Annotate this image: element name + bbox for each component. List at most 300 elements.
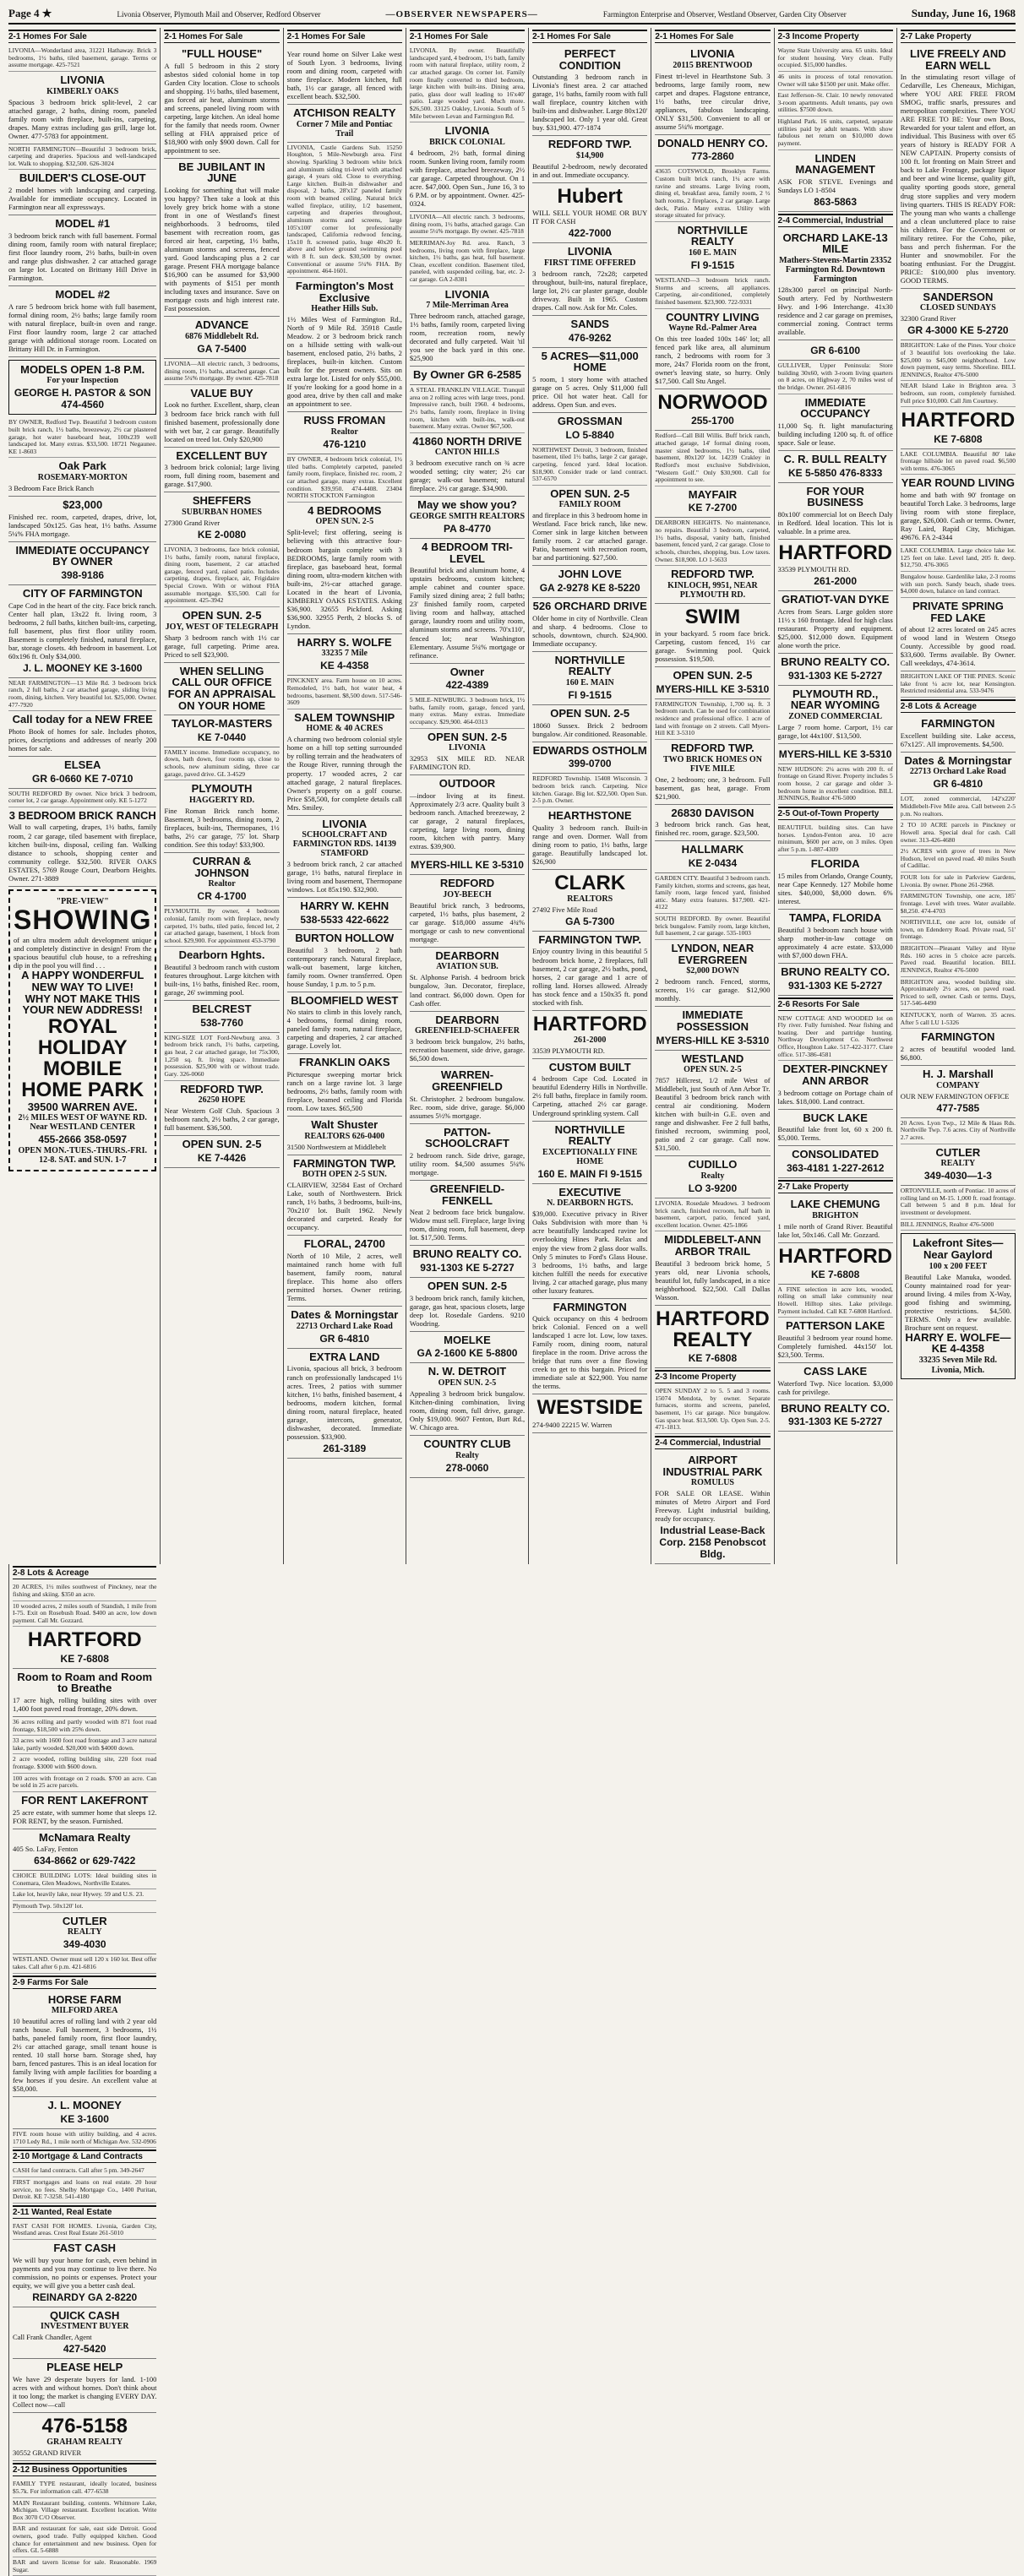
ad-headline: ADVANCE [194, 318, 249, 332]
ad-phone: LO 5-8840 [565, 428, 614, 441]
ad-headline: WESTSIDE [537, 1396, 643, 1420]
classified-ad [532, 807, 647, 870]
classified-ad [410, 729, 525, 776]
classified-ad [901, 1066, 1016, 1118]
ad-headline: EXECUTIVE [558, 1185, 622, 1198]
classified-ad [778, 591, 893, 654]
ad-body: Quick occupancy on this 4 bedroom brick Colonial. Fenced on a well landscaped 1 acre lot. Low, low taxes. Family room, dining room, natural fireplace in the room. Drive across the bridge that runs over a fine flowing creek to get to this bargain. Priced for immediate sale at $22,900. You name the terms. [532, 1314, 648, 1391]
ad-body: 11,000 Sq. ft. light manufacturing building including 1200 sq. ft. of office space. Sale or lease. [777, 421, 893, 447]
column-3 [283, 28, 402, 1564]
classified-listing: NEAR Island Lake in Brighton area. 3 bedroom, sun room, completely furnished. Full price $10,000. Call Jim Courtney. [901, 381, 1016, 407]
section-heading: 2-11 Wanted, Real Estate [13, 2205, 156, 2219]
section-heading: 2-10 Mortgage & Land Contracts [13, 2149, 156, 2163]
ad-body: Livonia, spacious all brick, 3 bedroom ranch on professionally landscaped 1½ acres. Trees, 2 patios with summer kitchen, 1½ baths, finished basement, 4 bedrooms, modern kitchen, formal dining room, natural fireplace, heated garage, intercom, generator, dishwasher, decorated. Immediate possession. $33,900. [286, 1364, 402, 1441]
ad-headline: COUNTRY LIVING [666, 310, 760, 323]
ad-headline: FARMINGTON TWP. [292, 1156, 396, 1170]
classified-ad [287, 1349, 402, 1459]
classified-listing: 20 Acres. Lyon Twp., 12 Mile & Haas Rds. Northville Twp. 7.6 acres. City of Northville 2.7 acres. [901, 1118, 1016, 1144]
classified-ad [532, 652, 647, 705]
classified-ad [532, 486, 647, 567]
ad-phone: 427-5420 [63, 2343, 106, 2356]
ad-subhead: GREENFIELD-SCHAEFER [415, 1026, 520, 1036]
ad-phone: MYERS-HILL KE 3-5310 [411, 859, 524, 872]
classified-listing: 5 MILE–NEWBURG. 3 bedroom brick, 1½ baths, family room, garage, fenced yard, many extras. Many extras. Immediate occupancy. $29,900. 464-0313 [410, 695, 525, 729]
ad-subhead: HOME & 40 ACRES [306, 724, 384, 734]
ad-body: 3 bedroom brick ranch with full basement. Formal dining room, family room with natural fireplace; first floor laundry room, 2½ baths, built-in oven and range plus dishwasher. 2 car attached garage on large lot. Located on Brittany Hill Drive in Farmington. [8, 231, 157, 282]
classified-listing: Plymouth Twp. 50x120' lot. [13, 1901, 156, 1913]
ad-body: Waterford Twp. Nice location. $3,000 cash for privilege. [777, 1378, 893, 1396]
park-hours: OPEN MON.-TUES.-THURS.-FRI. 12-8. SAT. and SUN. 1-7 [18, 1146, 147, 1166]
classified-ad [410, 286, 525, 367]
ad-phone: 476-9262 [568, 331, 612, 344]
classified-ad [532, 46, 647, 136]
classified-ad [410, 1181, 525, 1246]
ad-headline: Owner [449, 665, 485, 678]
ad-body: North of 10 Mile, 2 acres, well maintained ranch home with full basement, family room, natural fireplace. This home also offers permitted horses. Owner retiring. Terms. [286, 1252, 402, 1303]
classified-ad [410, 497, 525, 539]
classified-ad [8, 72, 156, 144]
ad-body: Beautiful 3 bedroom ranch house with sharp mother-in-law cottage on approximately 4 acre estate. $33,000 with $7,000 down FHA. [777, 925, 893, 959]
classified-ad [287, 930, 402, 992]
classified-ad [410, 855, 525, 875]
ad-body: 80x100' commercial lot on Beech Daly in Redford. Ideal location. This lot is valuable. In a prime area. [777, 509, 893, 535]
ad-phone: 422-7000 [568, 227, 612, 240]
ad-phone: 278-0060 [445, 1461, 489, 1474]
classified-ad [287, 46, 402, 105]
ad-headline: TAYLOR-MASTERS [171, 717, 273, 731]
ad-headline: GRATIOT-VAN DYKE [781, 593, 890, 606]
classified-ad [13, 1627, 156, 1668]
classified-ad [655, 309, 770, 390]
ad-headline: $23,000 [63, 498, 103, 512]
classified-ad [410, 1363, 525, 1436]
classified-ad [410, 1067, 525, 1123]
ad-headline: Room to Roam and Room to Breathe [17, 1670, 153, 1695]
classified-ad [655, 46, 770, 135]
ad-phone: GR 4-3000 KE 5-2720 [907, 324, 1009, 337]
ad-body: 3 bedroom cottage on Portage chain of lakes. $18,000. Land contract. [777, 1088, 893, 1106]
ad-subhead: Heather Hills Sub. [311, 304, 379, 314]
ad-phone: 255-1700 [691, 415, 734, 427]
ad-body: in your backyard. 5 room face brick. Carpeting, custom fenced, 1½ car garage. Swimming pool. Quick possession. $19,500. [655, 629, 771, 664]
ad-subhead: $14,900 [575, 151, 604, 161]
ad-phone: 773-2860 [691, 150, 734, 163]
classified-ad [778, 394, 893, 451]
ad-headline: DONALD HENRY CO. [657, 136, 768, 149]
classified-listing: 43635 COTSWOLD, Brooklyn Farms. Custom built brick ranch, 1¼ acre with ravine and streams. Large living room, dining el, breakfast area, family room, 2 ½ bath rooms, 2 fireplaces, 2 car garage. Large deck, Patio. Many extras. Utility with storage situated for privacy. [655, 166, 770, 221]
ad-body: 1½ Miles West of Farmington Rd., North of 9 Mile Rd. 35918 Castle Meadow. 2 or 3 bedroom brick ranch on a hillside setting with walk-out basement, enclosed patio, 2½ baths, 2 fireplaces, built-in kitchen. Custom built for the present owners. Sits on extra large lot. Listed for only $55,000. If you're looking for a good home in a good area, drive by then call and make an appointment to see. [286, 315, 402, 409]
classified-ad [410, 433, 525, 497]
classified-listing: 2½ ACRES with grove of trees in New Hudson, level on paved road. 40 miles South of Cadillac. [901, 846, 1016, 872]
classified-ad [778, 1400, 893, 1432]
preview-tagline: A HAPPY WONDERFUL NEW WAY TO LIVE! [21, 969, 144, 993]
ad-headline: Call today for a NEW FREE [12, 713, 153, 726]
ad-body: and fireplace in this 3 bedroom home in Westland. Face brick ranch, like new. Corner sink in large kitchen between family room. 2 car attached garage. Patio, basement with recreation room, bar and partitioning. $27,500. [532, 511, 648, 562]
classified-listing: SOUTH REDFORD. By owner. Beautiful brick bungalow. Family room, large kitchen, full basement, 2 car garage. 535-1003 [655, 914, 770, 940]
ad-headline: BURTON HOLLOW [295, 931, 395, 944]
classified-listing: NORTH FARMINGTON—Beautiful 3 bedroom brick, carpeting and draperies. Spacious and well-landscaped lot. Walk to shopping. $32,500. 626-3024 [8, 144, 156, 171]
classified-ad [410, 1332, 525, 1364]
classified-listing: LIVONIA. Rosedale Meadows. 3 bedroom brick ranch, finished recroom, half bath in basement, carport, patio, fenced yard, excellent location. Owner. 425-1866 [655, 1198, 770, 1232]
ad-body: 17 acre high, rolling building sites with over 1,400 foot paved road frontage, 20% down. [13, 1695, 157, 1713]
classified-ad [164, 46, 279, 159]
ad-body: Finest tri-level in Hearthstone Sub. 3 bedrooms, large family room, new carpet and drapes. Flagstone entrance, 1½ baths, tree circular drive, appliances, fabulous landscaping. ONLY $31,500. Convenient to all or assume 5¼% mortgage. [655, 71, 771, 131]
classified-ad [164, 317, 279, 359]
ad-phone: KE 7-6808 [810, 1268, 860, 1280]
ad-phone: KE 7-4426 [197, 1151, 247, 1164]
classified-ad [164, 663, 279, 716]
ad-subhead: JOY, WEST OF TELEGRAPH [165, 622, 279, 632]
classified-ad [655, 805, 770, 842]
ad-phone: 261-2000 [814, 575, 858, 588]
ad-headline: AIRPORT INDUSTRIAL PARK [662, 1453, 763, 1478]
ad-body: In the stimulating resort village of Cedarville, Les Cheneaux, Michigan, where YOU ARE FREE FROM SMOG, traffic snarls, pressures and metropolitan complexities. There YOU ARE FREE TO BE: Your own Boss, Rewarded for your talent and effort, an individual. This Business with over 65 years of history is READY FOR A NEW CAPTAIN. Property consists of 100 ft. lot fronting on Main Street and back to Lake Frontage, package liquor and beer and wine license, quality gift, quality sporting goods store, general drug store supplies and very modern living quarters. THIS IS READY FOR: The young man who wants a challenge and a clean uncluttered place to raise his children. For the Government or military retiree. For the Coho, pike, bass and perch fisherman. For the Hunter and snowmobiler. For the boating enthusiast. For the Druggist. PRICE: $100,000 plus inventory. GOOD TERMS. [900, 73, 1016, 285]
ad-headline: 41860 NORTH DRIVE [412, 434, 522, 448]
ad-subhead: Mathers-Stevens-Martin 23352 Farmington Rd. Downtown Farmington [779, 256, 892, 285]
classified-listing: FIRST mortgages and loans on real estate. 20 hour service, no fees. Shelby Mortgage Co., 1400 Puritan, Detroit. KE 7-3258. 541-4180 [13, 2177, 156, 2204]
ad-subhead: REALTY [67, 1927, 102, 1937]
classified-ad [901, 753, 1016, 795]
ad-subhead: AVIATION SUB. [436, 962, 498, 972]
ad-phone: KE 7-2700 [688, 502, 738, 514]
ad-body: Beautiful brick and aluminum home, 4 upstairs bedrooms, custom kitchen; ample cabinet and counter space. Family sized dining area; 2 full baths; 23' finished family room, carpeted living room and hallway, attached garage, laundry room and utility room, aluminum storms and screens. 70'x110', fenced lot; near Washington Elementary. Assume 5¼% mortgage or refinance. [409, 566, 526, 660]
ad-headline: NORWOOD [657, 391, 768, 415]
ad-body: Older home in city of Northville. Clean and sharp. 4 bedrooms. Close to schools, downtown, church. $24,900. Immediate occupancy. [532, 613, 648, 648]
classified-listing: BY OWNER, 4 bedroom brick colonial, 1½ tiled baths. Completely carpeted, paneled family room, fireplace, finished rec. room, 2 car attached garage, many extras. Excellent condition. $39,950. 474-4408. 23404 NORTH STOCKTON Farmington [287, 454, 402, 503]
ad-headline: CITY OF FARMINGTON [22, 587, 143, 601]
ad-body: 2 bedroom ranch. Fenced, storms, screens, 1½ car garage. $12,900 monthly. [655, 977, 771, 1003]
ad-body: Beautiful 3 bedroom, 2 bath contemporary ranch. Natural fireplace, walk-out basement, large kitchen, family room. Owner transferred. Open house Sunday, 1 p.m. to 5 p.m. [286, 945, 402, 988]
ad-phone: GR 6-6100 [810, 345, 860, 357]
classified-ad [778, 1110, 893, 1147]
ad-headline: HORSE FARM [47, 1992, 122, 2006]
classified-ad [164, 853, 279, 906]
ad-headline: HARRY W. KEHN [300, 899, 389, 913]
classified-ad [13, 2240, 156, 2307]
classified-ad [778, 451, 893, 483]
classified-ad [778, 910, 893, 964]
ad-phone: KE 7-6808 [934, 432, 983, 445]
ad-phone: LO 3-9200 [688, 1182, 738, 1194]
classified-ad [532, 598, 647, 652]
classified-listing: GARDEN CITY. Beautiful 3 bedroom ranch. Family kitchen, storms and screens, gas heat, family room, large fenced yard, finished attic. Many extra features. $17,900. 421-4122 [655, 873, 770, 914]
ad-headline: OPEN SUN. 2-5 [182, 608, 262, 622]
page-number: Page 4 ★ [8, 7, 52, 19]
ad-body: 33539 PLYMOUTH RD. [777, 565, 851, 574]
classified-ad [778, 230, 893, 340]
classified-ad [532, 136, 647, 183]
classified-listing: 36 acres rolling and partly wooded with 871 foot road frontage, $18,500 with 25% down. [13, 1717, 156, 1736]
ad-phone: 160 E. MAIN FI 9-1515 [537, 1167, 642, 1180]
ad-body: We will buy your home for cash, even behind in payments and you may continue to live there. No commission, no points or expenses. Protect your equity, we will give you a better cash deal. [13, 2255, 157, 2290]
ad-headline: YEAR ROUND LIVING [901, 476, 1016, 490]
ad-headline: PRIVATE SPRING FED LAKE [912, 599, 1004, 624]
ad-body: 3 bedroom ranch, 72x28; carpeted throughout, built-ins, natural fireplace, large lot, 2½ car plaster garage, double driveway. Built in 1965. Custom drapes. Call now. Ask for Mr. Coles. [532, 269, 648, 312]
classified-ad [532, 742, 647, 774]
ad-phone: GA 5-7300 [565, 915, 615, 927]
section-heading: 2-5 Out-of-Town Property [778, 807, 893, 820]
ad-body: 25 acre estate, with summer home that sleeps 12. FOR RENT, by the season. Furnished. [13, 1807, 157, 1825]
classified-listing: SOUTH REDFORD By owner. Nice brick 3 bedroom, corner lot, 2 car garage. Appointment only. KE 5-1272 [8, 789, 156, 807]
gaylord-body: Beautiful Lake Manuka, wooded. County maintained road for year-around living. 4 miles from X-Way, good fishing and swimming, protective restrictions. $4,500. TERMS. Only a few available. Brochure sent on request. [904, 1272, 1011, 1332]
ad-headline: May we show you? [417, 498, 517, 512]
ad-headline: MIDDLEBELT-ANN ARBOR TRAIL [664, 1233, 761, 1258]
park-name: ROYAL HOLIDAY MOBILE HOME PARK [21, 1014, 144, 1102]
ad-headline: LIVE FREELY AND EARN WELL [910, 47, 1006, 72]
classified-listing: LIVONIA, 3 bedrooms, face brick colonial, 1½ baths, family room, natural fireplace, dining room, basement, 2 car attached garage, fenced yard, raised patio. Includes carpeting, drapes, fireplace, air, Frigidaire Special Crown. With or without FHA assumable mortgage. $35,500. Call for appointment. 425-3942 [164, 545, 279, 607]
ad-body: Looking for something that will make you happy? Then take a look at this lovely grey brick home with a stone front in one of Westland's finest neighborhoods. 3 bedrooms, tiled basement with recreation room, gas forced air heat, carpeting, 1½ baths, aluminum storms and screens, fenced yard. Good landscaping plus a 2 car garage. Present FHA mortgage balance $16,900 can be assumed for $3,900 with payments of $151 per month including taxes and insurance. Save on mortgage costs and high interest rate. Fast possession. [164, 186, 280, 313]
ad-headline: PATTERSON LAKE [786, 1319, 885, 1333]
classified-ad [655, 841, 770, 873]
classified-listing: 2 acre wooded, rolling building site, 220 foot road frontage. $3000 with $600 down. [13, 1754, 156, 1773]
ad-body: Quality 3 bedroom ranch. Built-in range and oven. Dormer. Wall from dining room to patio, 1½ baths, large garage. Beautifully landscaped lot. $26,900 [532, 823, 648, 866]
classified-listing: 46 units in process of total renovation. Owner will take $1500 per unit. Make offer. [778, 72, 893, 90]
classified-ad [8, 711, 156, 757]
ad-body: Beautiful 2-bedroom, newly decorated in and out. Immediate occupancy. [532, 162, 648, 180]
ad-body: Neat 2 bedroom face brick bungalow. Widow must sell. Fireplace, large living room, dining room, full basement, deep lot. $17,500. Terms. [409, 1208, 526, 1242]
ad-headline: Farmington's Most Exclusive [295, 279, 394, 304]
classified-ad [410, 367, 525, 385]
classified-ad [8, 542, 156, 585]
classified-listing: KENTUCKY, north of Warren. 35 acres. After 5 call LU 1-5326 [901, 1010, 1016, 1029]
ad-subhead: CLOSED SUNDAYS [919, 303, 996, 313]
ad-subhead: Realtor [330, 427, 358, 437]
ad-body: of about 12 acres located on 245 acres of wood land in Western Otsego County. Accessible by good road. $33,600. Terms available. By Owner. Call weekdays, 474-3614. [900, 625, 1016, 668]
classified-ad [410, 875, 525, 948]
classified-ad [655, 1231, 770, 1305]
classified-ad [532, 348, 647, 413]
ad-subhead: Realty [455, 1450, 479, 1460]
classified-ad [164, 159, 279, 318]
ad-subhead: 6876 Middlebelt Rd. [185, 331, 259, 341]
classified-ad [410, 664, 525, 696]
ad-body: Split-level; first offering, seeing is believing with this attractive four-bedroom bargain complete with 3 BEDROOMS, large family room with fireplace, gas baseboard heat, formal dining room, ultra-modern kitchen with built-ins, 2½-car attached garage. Located in the heart of Livonia, KIMBERLY OAKS ESTATES. Asking $36,900. 32655 Pickford. Asking $36,900. 32955 Perth, 2 blocks S. of Lyndon. [286, 528, 402, 630]
ad-phone: KE 4-4358 [320, 660, 369, 672]
classified-ad [901, 289, 1016, 341]
classified-ad [532, 705, 647, 742]
ad-headline: OPEN SUN. 2-5 [428, 730, 507, 743]
ad-body: 3 bedroom brick ranch, 2 car attached garage, 1½ baths, natural fireplace in living room and basement, Thermopane windows. Lot 85x190. $32,900. [286, 860, 402, 894]
column-9 [8, 1564, 156, 2576]
ad-subhead: OPEN SUN. 2-5 [684, 1065, 742, 1075]
classified-ad [287, 503, 402, 634]
ad-headline: FLORIDA [810, 857, 860, 871]
ad-phone: GA 7-5400 [197, 342, 247, 355]
classified-listing: 2 TO 10 ACRE parcels in Pinckney or Howell area. Special deal for cash. Call owner. 313-426-4680 [901, 820, 1016, 846]
section-heading: 2-8 Lots & Acreage [13, 1566, 156, 1579]
ad-headline: FARMINGTON [921, 1030, 995, 1044]
ad-body: Excellent building site. Lake access, 67x125'. All improvements. $4,500. [900, 731, 1016, 748]
ad-phone: PA 8-4770 [443, 523, 491, 535]
ad-phone: MYERS-HILL KE 3-5310 [778, 747, 892, 760]
ad-body: 3 bedroom brick ranch, family kitchen, garage, gas heat, spacious closets, large deep lot. Rosedale Gardens. 9210 Woodring. [409, 1293, 526, 1328]
classified-ad [655, 1007, 770, 1050]
ad-headline: C. R. BULL REALTY [783, 453, 887, 466]
ad-headline: HARTFORD REALTY [656, 1307, 770, 1351]
ad-subhead: HAGGERTY RD. [189, 795, 255, 805]
ad-headline: OPEN SUN. 2-5 [550, 707, 630, 720]
ad-body: 27492 Five Mile Road [532, 905, 597, 914]
classified-ad [778, 744, 893, 764]
ad-headline: WARREN-GREENFIELD [432, 1068, 503, 1093]
ad-body: On this tree loaded 100x 146' lot; all fenced park like area, all aluminum ranch, 2 bedrooms with room for 3 more, 24x7 Florida room on the front, owner's leaving state, so hurry. Only $17,500. Call Stu Angel. [655, 334, 771, 386]
ad-body: 2 model homes with landscaping and carpeting. Available for immediate occupancy. Located in Farmington near all expressways. [8, 186, 157, 212]
ad-headline: SWIM [684, 605, 741, 628]
ad-subhead: 261-2000 [574, 1035, 607, 1045]
ad-phone: REINARDY GA 2-8220 [32, 2291, 138, 2303]
ad-headline: FARMINGTON TWP. [538, 932, 641, 946]
park-phones: 455-2666 358-0597 [38, 1133, 128, 1146]
column-2 [160, 28, 279, 1564]
ad-subhead: OPEN SUN. 2-5 [438, 1378, 497, 1388]
ad-headline: NORTHVILLE REALTY [677, 223, 748, 248]
ad-phone: 261-3189 [323, 1442, 367, 1454]
gaylord-agent: HARRY E. WOLFE—KE 4-4358 [905, 1330, 1011, 1356]
ad-subhead: 160 E. MAIN [688, 248, 737, 258]
ad-headline: REDFORD TWP. [180, 1082, 264, 1095]
ad-headline: DEXTER-PINCKNEY ANN ARBOR [782, 1062, 888, 1087]
ad-subhead: INVESTMENT BUYER [40, 2322, 129, 2332]
ad-body: 3 bedroom executive ranch on ¾ acre wooded setting; city water; 2½ car garage; walk-out basement; natural fireplace. 2½ car garage. $34,900. [409, 459, 526, 493]
ad-headline: MAYFAIR [688, 487, 738, 501]
section-heading: 2-4 Commercial, Industrial [778, 214, 893, 227]
ad-body: $39,000. Executive privacy in River Oaks Subdivision with more than ¼ acre beautifully landscaped ravine lot overlooking Hines Park. Relax and enjoy the view from 2 glass door walls. Only 5 minutes to Ford's Glass House. 3 bedrooms, 1½ baths, and large kitchen fulfill the needs for executive living. 2 car attached garage, plus many other luxury features. [532, 1209, 648, 1295]
ad-headline: 5 ACRES—$11,000 HOME [541, 349, 639, 374]
ad-body: Beautiful 3 bedroom ranch with custom features throughout. Large kitchen with built-ins, 1½ baths, finished Rec. room, garage, 26' swimming pool. [164, 963, 280, 997]
ad-body: 32953 SIX MILE RD. NEAR FARMINGTON RD. [409, 754, 526, 772]
classified-listing: BY OWNER, Redford Twp. Beautiful 3 bedroom custom built brick ranch, 1½ baths, breezeway, 2½ car plastered garage, hot water baseboard heat, 100x239 well landscaped lot. Many extras. $33,500. 18721 Negaunee. KE 1-8603 [8, 417, 156, 458]
classified-ad [13, 1792, 156, 1829]
ad-headline: EDWARDS OSTHOLM [532, 743, 647, 757]
classified-ad [287, 1236, 402, 1307]
classified-ad [8, 360, 156, 416]
classified-listing: FIVE room house with utility building, and 4 acres. 1710 Ledy Rd., 1 mile north of Michigan Ave. 532-0906 [13, 2129, 156, 2148]
classified-ad [778, 1061, 893, 1109]
ad-phone: 398-9186 [61, 569, 105, 582]
classified-ad [655, 566, 770, 604]
ad-headline: 26830 DAVISON [671, 806, 754, 819]
classified-ad [901, 46, 1016, 289]
classified-listing: CASH for land contracts. Call after 5 pm. 349-2647 [13, 2166, 156, 2177]
ad-headline: FRANKLIN OAKS [298, 1056, 390, 1069]
classified-ad [778, 686, 893, 744]
ad-headline: Oak Park [58, 459, 106, 473]
classified-ad [778, 1196, 893, 1243]
ad-headline: BRUNO REALTY CO. [781, 965, 891, 978]
ad-headline: IMMEDIATE POSSESSION [676, 1008, 749, 1033]
classified-listing: A FINE selection in acre lots, wooded, rolling on small lake community near Howell. Hilltop sites. Lake privilege. Payment included. Call KE 7-6808 Hartford. [778, 1285, 893, 1318]
ad-subhead: OPEN SUN. 2-5 [315, 517, 374, 527]
classified-listing: BRIGHTON: Lake of the Pines. Your choice of 3 beautiful lots overlooking the lake. $25,000 to $45,000 neighborhood. Low down payment, easy terms. Shoreline. BILL JENNINGS, Realtor 476-5000 [901, 340, 1016, 381]
classified-listing: MERRIMAN-Joy Rd. area. Ranch, 3 bedrooms, living room with fireplace, large kitchen, 1½ baths, gas heat, full basement. Clean, excellent condition. Basement tiled, paneled, with suspended ceiling, bar, etc. 2-car garage. GA 2-8381 [410, 238, 525, 286]
classified-ad [655, 1306, 770, 1368]
classified-ad [8, 458, 156, 497]
ad-subhead: FAMILY ROOM [558, 500, 621, 510]
classified-ad [287, 992, 402, 1055]
ad-body: 10 beautiful acres of rolling land with 2 year old ranch house. Full basement, 3 bedrooms, 1½ baths, paneled family room, first floor laundry, 2½ car attached garage, small tenant house is rented. 10 stall horse barn. Storage shed, hay barn, fenced pastures. This is an ideal location for family living with ample facilities for boarding a few horses if you desire. An excellent value at $58,000. [13, 2017, 157, 2094]
classified-ad [8, 215, 156, 286]
ad-subhead: CANTON HILLS [434, 448, 500, 458]
classified-listing: LIVONIA—All electric ranch, 3 bedrooms, dining room, 1½ baths, attached garage. Can assume 5¼% mortgage. By owner. 425-7818 [164, 359, 279, 385]
classified-ad [655, 740, 770, 805]
ad-headline: HARTFORD [901, 409, 1016, 432]
classified-ad [287, 278, 402, 412]
ad-body: CLAIRVIEW, 32584 East of Orchard Lake, south of Northwestern. Brick ranch, 1½ baths, 3 bedrooms, built-ins, 70x210' lot. Built 1962. Newly decorated and carpeted. Ready for occupancy. [286, 1181, 402, 1232]
classified-ad [901, 1144, 1016, 1187]
ad-subhead: 7 Mile-Merriman Area [426, 301, 509, 311]
classified-ad [287, 1307, 402, 1349]
ad-phone: GA 2-9278 KE 8-5220 [539, 582, 640, 595]
classified-listing: Lake lot, heavily lake, near Hywey. 59 and U.S. 23. [13, 1889, 156, 1901]
ad-body: 7857 Hillcrest, 1/2 mile West of Middlebelt, just South of Ann Arbor Tr. Beautiful 3 bedroom brick ranch with central air conditioning. Modern kitchen with built-in G.E. oven and range and dishwasher. Fee 2 full baths, finished recroom, swimming pool, patio and 2 car garage. Call now. $31,500. [655, 1076, 771, 1153]
ad-headline: Hubert [557, 185, 623, 209]
classified-ad [655, 135, 770, 167]
classified-ad [901, 1029, 1016, 1066]
ad-headline: LAKE CHEMUNG [790, 1197, 880, 1210]
ad-body: 30552 GRAND RIVER [13, 2448, 82, 2458]
classified-ad [164, 947, 279, 1001]
classified-listing: WESTLAND. Owner must sell 120 x 160 lot. Best offer takes. Call after 6 p.m. 421-6816 [13, 1954, 156, 1973]
column-4 [406, 28, 525, 1564]
ad-body: 3 bedroom brick ranch. Gas heat, finished rec. room, garage. $23,500. [655, 820, 771, 838]
ad-body: 128x300 parcel on principal North-South artery. Fed by Northwestern Hwy. and I-96 Interchange. 41x30 residence and 2 car garage on premises, commercial zoning. Contract terms available. [777, 285, 893, 337]
classified-ad [778, 150, 893, 212]
ad-headline: DEARBORN [435, 948, 499, 962]
ad-body: OUR NEW FARMINGTON OFFICE [900, 1091, 1010, 1101]
ad-body: 27300 Grand River [164, 518, 221, 527]
column-1 [8, 28, 156, 1564]
ad-body: 274-9400 22215 W. Warren [532, 1420, 613, 1429]
ad-body: 2 acres of beautiful wooded land. $6,800. [900, 1044, 1016, 1062]
ad-headline: IMMEDIATE OCCUPANCY [800, 395, 871, 421]
classified-ad [13, 1829, 156, 1872]
classified-ad [8, 807, 156, 887]
ad-body: Call Frank Chandler, Agent [13, 2333, 92, 2342]
ad-phone: GR 6-4810 [933, 778, 983, 791]
ad-body: Spacious 3 bedroom brick split-level, 2 car attached garage, 2 baths, dining room, paneled family room with fireplace, built-ins, carpeting, drapes. Many extras including gas grill, large lot. Owner. 477-5783 for appointment. [8, 97, 157, 140]
ad-body: 5 room, 1 story home with attached garage on 5 acres. Only $11,000 full price. Oil hot water heat. Call for address. Open Sun. and eves. [532, 374, 648, 409]
ad-subhead: Realty [700, 1171, 725, 1181]
ad-body: Look no further. Excellent, sharp, clean 3 bedroom face brick ranch with full finished basement, professionally done with wet bar, 2 car garage. Beautifully located on treed lot. Only $20,900 [164, 400, 280, 443]
ad-headline: CUTLER [62, 1914, 107, 1927]
ad-headline: McNamara Realty [39, 1830, 131, 1844]
classified-ad [778, 1363, 893, 1400]
ad-body: WILL SELL YOUR HOME OR BUY IT FOR CASH [532, 209, 648, 226]
ad-headline: LIVONIA [690, 47, 735, 60]
ad-body: 33539 PLYMOUTH RD. [532, 1046, 605, 1055]
ad-body: Acres from Sears. Large golden store 11½ x 160 frontage. Ideal for high class restaurant. Property and equipment. $25,000. $12,000 down. Equipment alone worth the price. [777, 606, 893, 649]
ad-headline: REDFORD TWP. [547, 138, 632, 151]
ad-phone: MYERS-HILL KE 3-5310 [656, 1034, 770, 1046]
ad-body: Cape Cod in the heart of the city. Face brick ranch. Center hall plan, 13x22 ft. living room, 3 bedrooms, 2 full baths, kitchen built-ins, carpeting, full basement, plus first floor utility room. Basement is completely finished, natural fireplace, bar, storage closets. 4th bedroom in basement. Lot 60x196 ft. Only $34,000. [8, 601, 157, 660]
classified-ad [164, 715, 279, 747]
classified-ad [532, 243, 647, 316]
ad-body: 18060 Sussex. Brick 2 bedroom bungalow. Air conditioned. Reasonable. [532, 720, 648, 738]
ad-subhead: JOY-BEECH [443, 889, 492, 899]
ad-headline: FAST CASH [53, 2242, 117, 2255]
ad-body: 3 bedroom brick bungalow, 2½ baths, recreation basement, side drive, garage. $6,500 down. [409, 1037, 526, 1063]
ad-body: Picturesque sweeping mortar brick ranch on a large ravine lot. 3 large bedrooms, 2½ baths, family room with fireplace, beamed ceiling and Florida room. Low taxes. $65,500 [286, 1070, 402, 1113]
ad-headline: BRUNO REALTY CO. [781, 1401, 891, 1415]
ad-headline: HARTFORD [27, 1628, 142, 1652]
preview-tagline: WHY NOT MAKE THIS YOUR NEW ADDRESS! [22, 992, 143, 1017]
ad-phone: 349-4030 [63, 1938, 106, 1951]
ad-headline: HALLMARK [681, 843, 744, 856]
classified-ad [287, 412, 402, 454]
ad-headline: OPEN SUN. 2-5 [182, 1138, 262, 1151]
ad-subhead: SCHOOLCRAFT AND FARMINGTON RDS. 14139 STAMFORD [292, 830, 396, 859]
ad-phone: GEORGE H. PASTOR & SON 474-4560 [14, 387, 151, 411]
